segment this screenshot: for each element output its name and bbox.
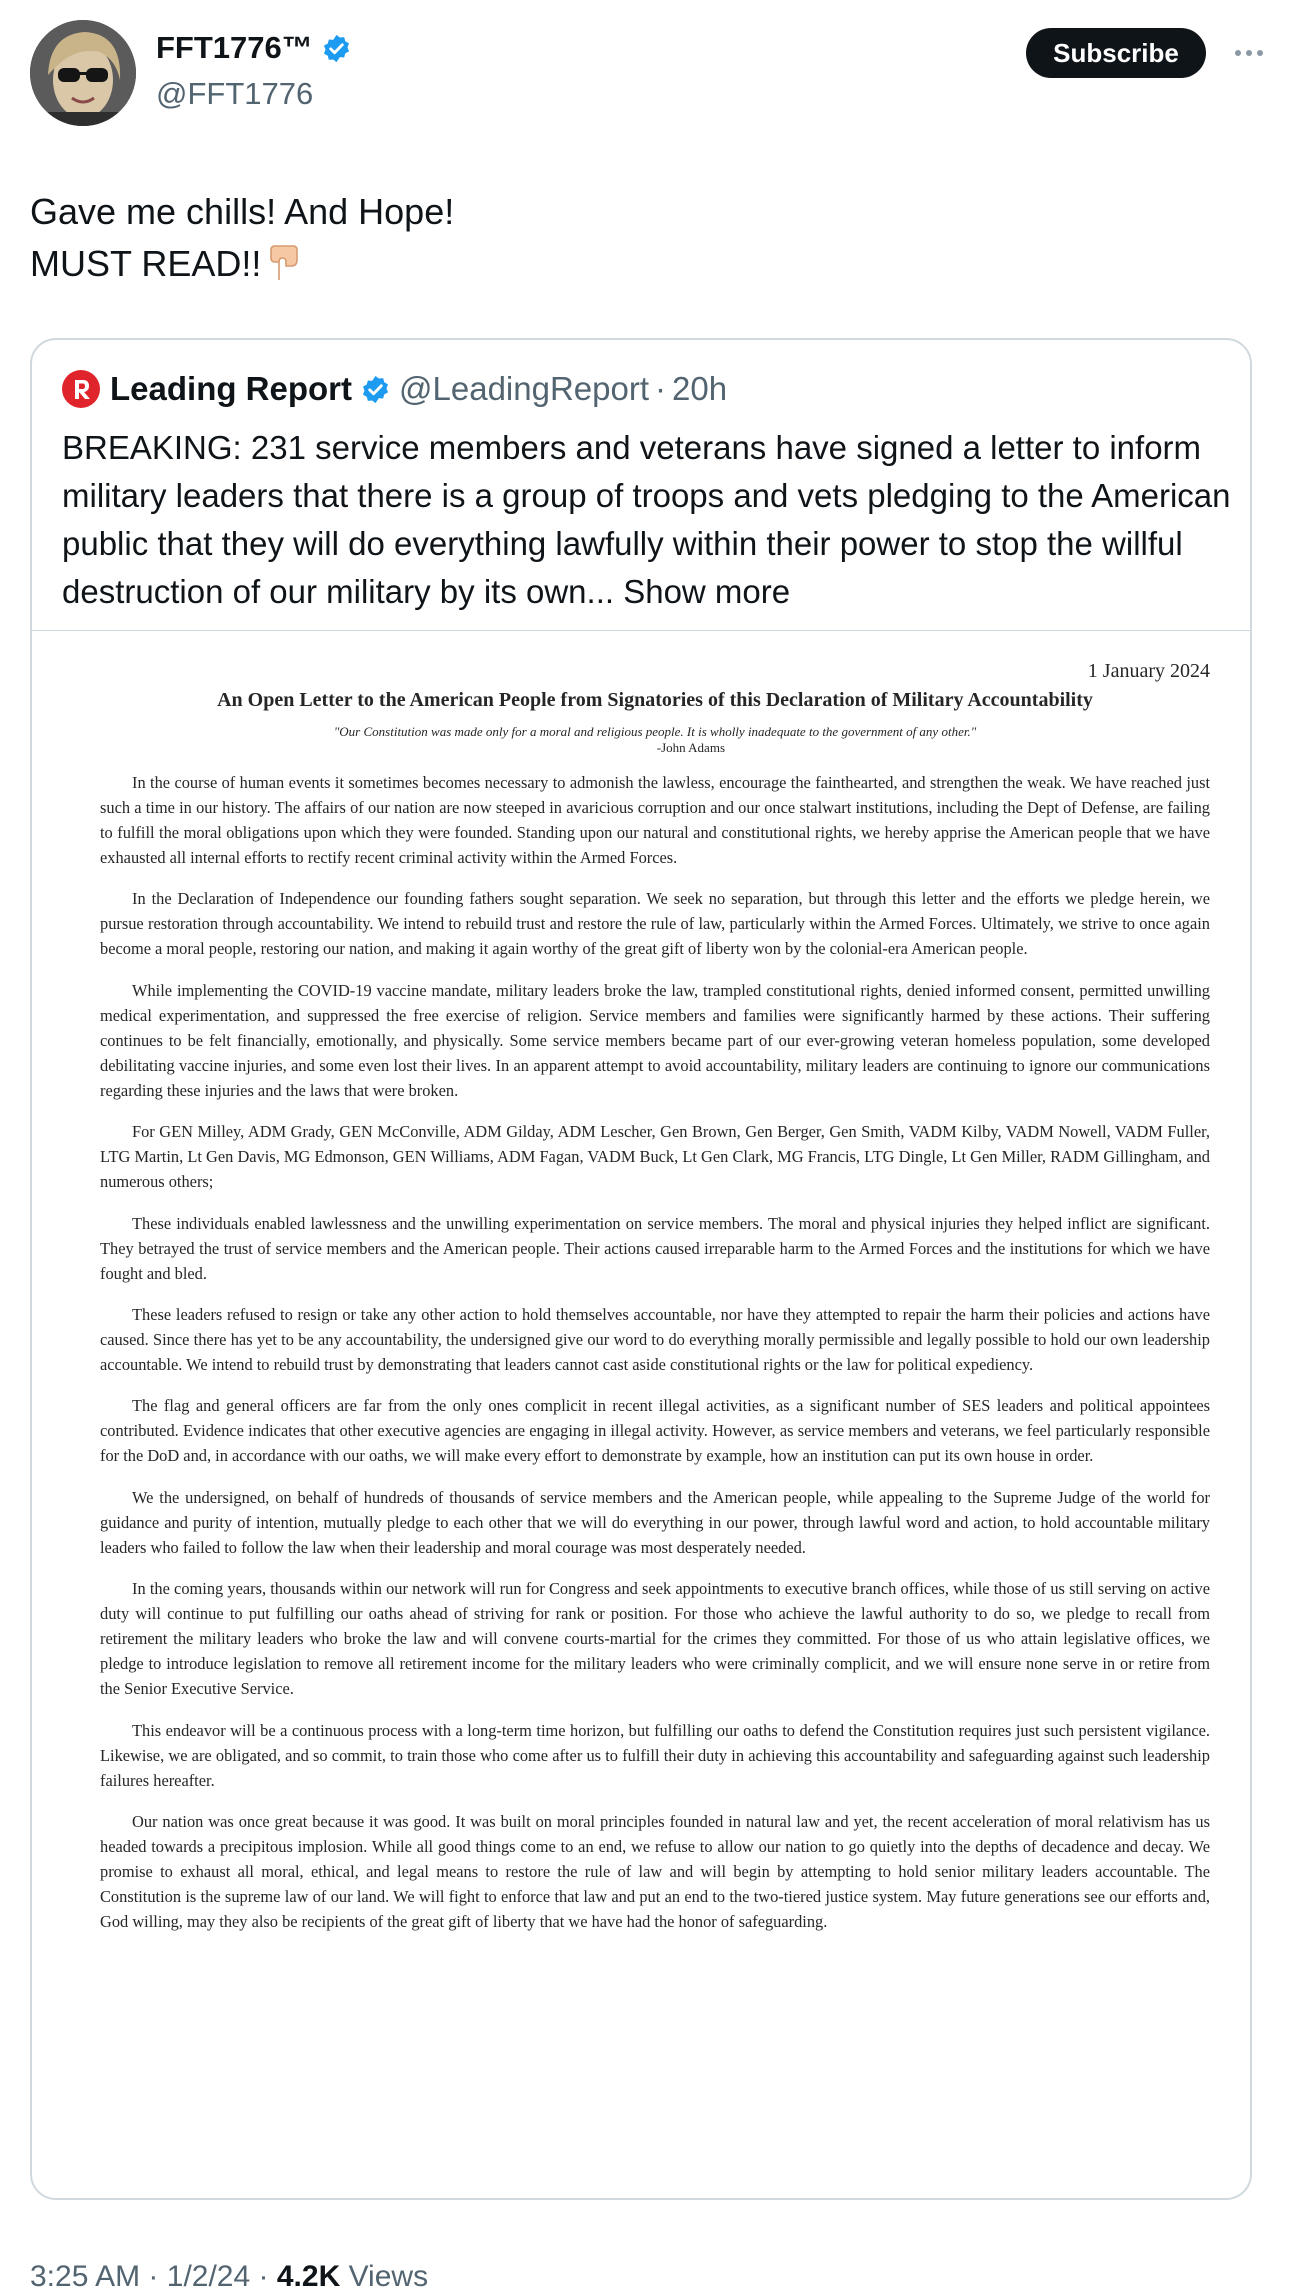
separator-dot: · bbox=[655, 370, 667, 407]
letter-paragraph: While implementing the COVID-19 vaccine mandate, military leaders broke the law, trampled constitutional rights, denied informed consent, permitted unwilling medical experimentation, and suppressed the free exercise of religion. Service members and families were significantly harmed by these actions. Their suffering continues to be felt financially, emotionally, and physically. Some service members became part of our ever-growing veteran homeless population, some developed debilitating vaccine injuries, and some even lost their lives. In an apparent attempt to avoid accountability, military leaders are continuing to ignore our communications regarding these injuries and the laws that were broken. bbox=[100, 980, 1210, 1100]
quoted-timestamp[interactable]: 20h bbox=[672, 370, 728, 407]
handle[interactable]: @FFT1776 bbox=[156, 76, 314, 111]
quoted-body: BREAKING: 231 service members and veterans have signed a letter to inform military leaders that there is a group of troops and vets pledging to the American public that they will do everything lawfully within their power to stop the willful destruction of our military by its own... bbox=[62, 429, 1231, 610]
quoted-handle[interactable]: @LeadingReport bbox=[399, 370, 650, 407]
tweet-line-1: Gave me chills! And Hope! bbox=[30, 191, 455, 232]
letter-paragraph: These leaders refused to resign or take any other action to hold themselves accountable, nor have they attempted to repair the harm their policies and actions have caused. Since there has yet to be any accountability, the undersigned give our word to do everything morally permissible and legally possible to hold our own leadership accountable. We intend to rebuild trust by demonstrating that leaders cannot cast aside constitutional rights or the law for political expediency. bbox=[100, 1304, 1210, 1374]
leading-report-logo-icon bbox=[62, 370, 100, 408]
subscribe-button[interactable]: Subscribe bbox=[1026, 28, 1206, 78]
post-header bbox=[30, 20, 1268, 130]
show-more-link[interactable]: Show more bbox=[623, 573, 791, 610]
tweet-text bbox=[30, 186, 454, 290]
letter-attribution: -John Adams bbox=[656, 740, 725, 755]
letter-paragraph: We the undersigned, on behalf of hundreds of thousands of service members and the American people, while appealing to the Supreme Judge of the world for guidance and purity of intention, mutually pledge to each other that we will do everything in our power, through lawful word and action, to hold accountable military leaders who failed to follow the law when their leadership and moral courage was most desperately needed. bbox=[100, 1487, 1210, 1557]
views-count: 4.2K bbox=[276, 2260, 341, 2293]
letter-paragraph: Our nation was once great because it was good. It was built on moral principles founded in natural law and yet, the recent acceleration of moral relativism has us headed towards a precipitous implosion. While all good things come to an end, we refuse to allow our nation to go quietly into the depths of decadence and decay. We promise to exhaust all moral, ethical, and legal means to restore the rule of law and will begin by attempting to hold senior military leaders accountable. The Constitution is the supreme law of our land. We will fight to enforce that law and put an end to the two-tiered justice system. May future generations see our efforts and, God willing, may they also be recipients of the great gift of liberty that we have had the honor of safeguarding. bbox=[100, 1811, 1210, 1931]
quoted-display-name[interactable]: Leading Report bbox=[110, 370, 353, 407]
views-label: Views bbox=[348, 2260, 429, 2293]
quoted-post[interactable] bbox=[30, 338, 1252, 2200]
name-row bbox=[156, 30, 352, 66]
letter-paragraph: In the course of human events it sometimes becomes necessary to admonish the lawless, encourage the fainthearted, and strengthen the weak. We have reached just such a time in our history. The affairs of our nation are now steeped in avaricious corruption and our once stalwart institutions, including the Dept of Defense, are failing to fulfill the moral obligations upon which they were founded. Standing upon our natural and constitutional rights, we hereby apprise the American people that we have exhausted all internal efforts to rectify recent criminal activity within the Armed Forces. bbox=[100, 773, 1210, 867]
separator-dot: · bbox=[258, 2260, 269, 2293]
letter-date: 1 January 2024 bbox=[1087, 660, 1210, 682]
quoted-text bbox=[62, 424, 1232, 616]
letter-paragraph: This endeavor will be a continuous process with a long-term time horizon, but fulfilling our oaths to defend the Constitution requires just such persistent vigilance. Likewise, we are obligated, and so commit, to train those who come after us to fulfill their duty in achieving this accountability and safeguarding against such leadership failures hereafter. bbox=[100, 1720, 1210, 1790]
letter-paragraph: In the Declaration of Independence our founding fathers sought separation. We seek no separation, but through this letter and the efforts we pledge herein, we pursue restoration through accountability. We intend to rebuild trust and restore the rule of law, particularly within the Armed Forces. Ultimately, we strive to once again become a moral people, restoring our nation, and making it again worthy of the great gift of liberty won by the colonial-era American people. bbox=[100, 889, 1210, 959]
divider bbox=[32, 630, 1250, 631]
ellipsis-icon[interactable] bbox=[1230, 28, 1268, 78]
letter-paragraph: The flag and general officers are far from the only ones complicit in recent illegal activities, as a significant number of SES leaders and political appointees contributed. Evidence indicates that other executive agencies are engaging in illegal activity. However, as service members and veterans, we feel particularly responsible for the DoD and, in accordance with our oaths, we will make every effort to demonstrate by example, how an institution can put its own house in order. bbox=[100, 1396, 1210, 1466]
letter-paragraph: These individuals enabled lawlessness and the unwilling experimentation on service members. The moral and physical injuries they helped inflict are significant. They betrayed the trust of service members and the American people. Their actions caused irreparable harm to the Armed Forces and the institutions for which we have fought and bled. bbox=[100, 1213, 1210, 1283]
letter-title: An Open Letter to the American People from Signatories of this Declaration of Military Accountability bbox=[217, 689, 1093, 711]
pointing-down-hand-icon bbox=[267, 244, 301, 282]
avatar-photo-icon bbox=[30, 20, 136, 126]
letter-epigraph: "Our Constitution was made only for a moral and religious people. It is wholly inadequate to the government of any other." bbox=[333, 724, 977, 739]
post-date[interactable]: 1/2/24 bbox=[166, 2260, 251, 2293]
verified-badge-icon bbox=[321, 33, 352, 64]
post-time[interactable]: 3:25 AM bbox=[30, 2260, 141, 2293]
avatar[interactable] bbox=[30, 20, 136, 126]
display-name[interactable]: FFT1776™ bbox=[156, 30, 313, 65]
post-meta bbox=[30, 2260, 428, 2294]
tweet-line-2-text: MUST READ!! bbox=[30, 243, 262, 284]
letter-image[interactable] bbox=[100, 660, 1210, 1950]
separator-dot: · bbox=[148, 2260, 159, 2293]
verified-badge-icon bbox=[360, 374, 391, 405]
tweet-line-2 bbox=[30, 238, 454, 290]
quoted-post-header bbox=[62, 368, 727, 410]
letter-paragraph: In the coming years, thousands within our network will run for Congress and seek appointments to executive branch offices, while those of us still serving on active duty will continue to put fulfilling our oaths ahead of striving for rank or position. For those who achieve the lawful authority to do so, we pledge to recall from retirement the military leaders who broke the law and will convene courts-martial for the crimes they committed. For those of us who attain legislative offices, we pledge to introduce legislation to remove all retirement income for the military leaders who were criminally complicit, and we will ensure none serve in or retire from the Senior Executive Service. bbox=[100, 1579, 1210, 1699]
letter-paragraph: For GEN Milley, ADM Grady, GEN McConville, ADM Gilday, ADM Lescher, Gen Brown, Gen Berger, Gen Smith, VADM Kilby, VADM Nowell, VADM Fuller, LTG Martin, Lt Gen Davis, MG Edmonson, GEN Williams, ADM Fagan, VADM Buck, Lt Gen Clark, MG Francis, LTG Dingle, Lt Gen Miller, RADM Gillingham, and numerous others; bbox=[100, 1122, 1210, 1192]
